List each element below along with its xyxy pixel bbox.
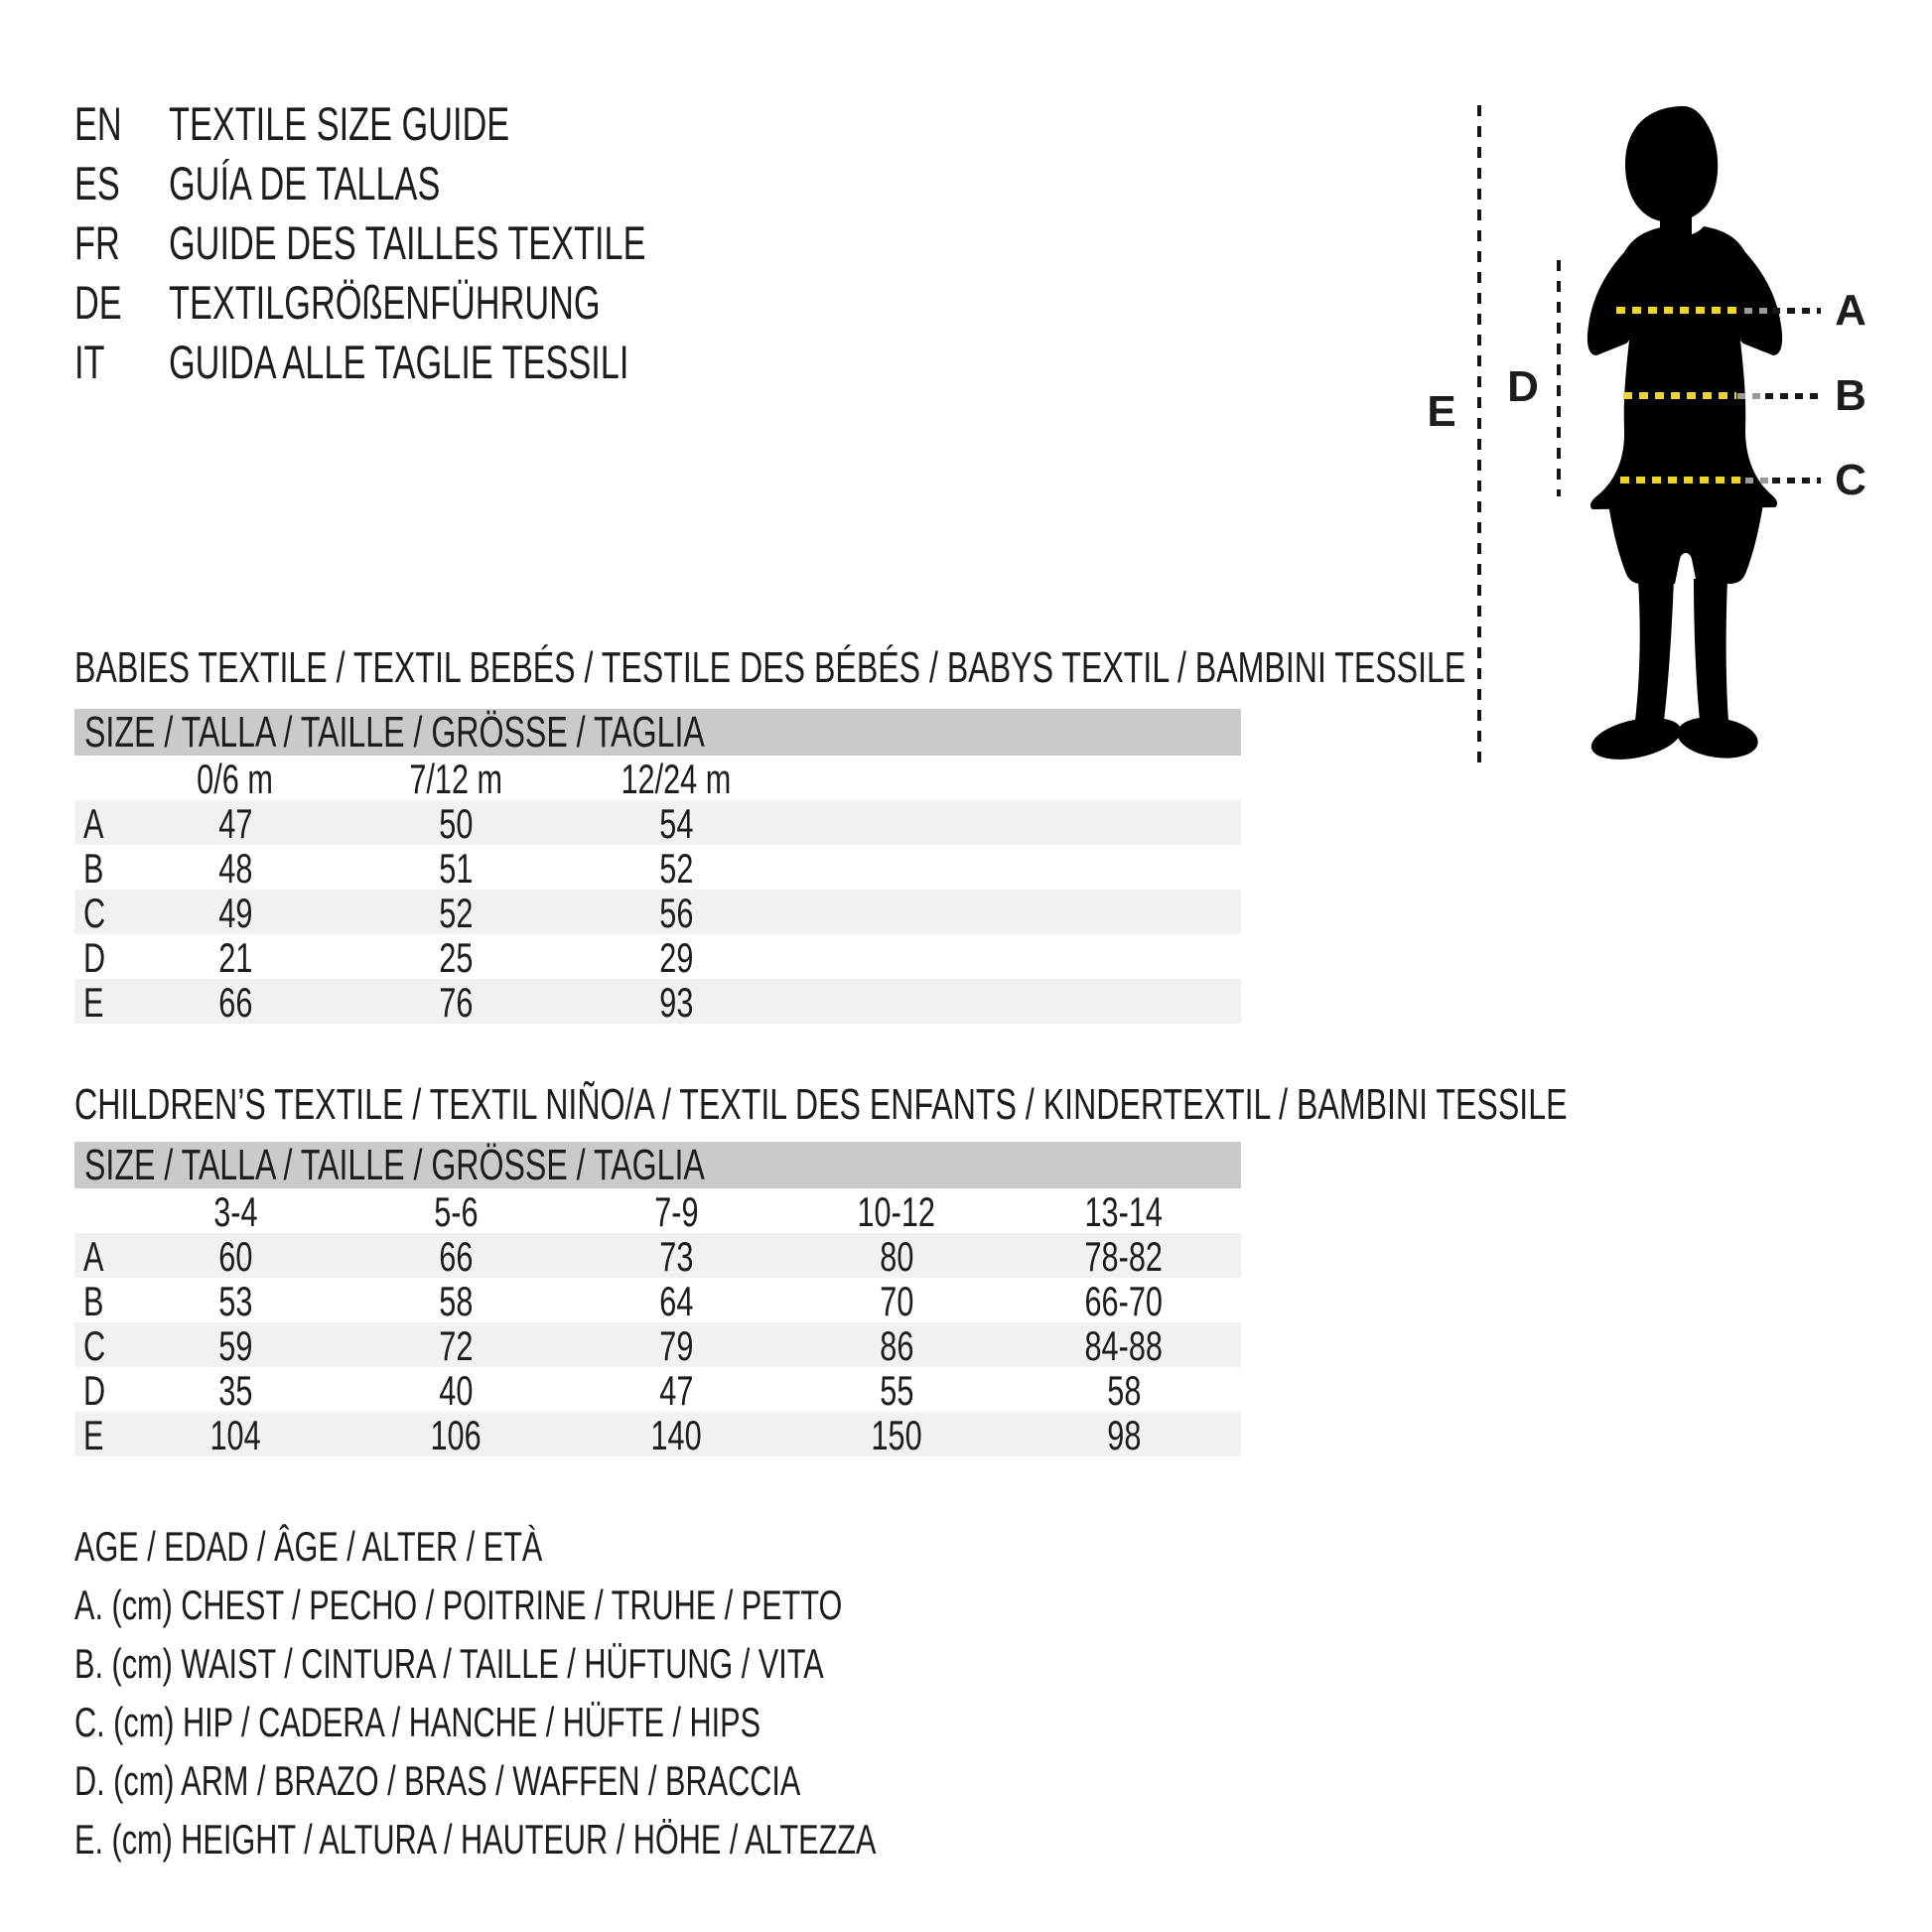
table-row-C [74,890,1241,934]
children-section-heading: CHILDREN’S TEXTILE / TEXTIL NIÑO/A / TEXTIL DES ENFANTS / KINDERTEXTIL / BAMBINI TESSILE [74,1080,1568,1129]
cell-value: 73 [658,1233,694,1280]
language-code: EN [74,97,122,150]
row-label: E [83,1412,104,1458]
cell-value: 64 [658,1278,694,1324]
cell-value: 66-70 [1084,1278,1164,1324]
cell-value: 29 [658,934,694,981]
cell-value: 80 [879,1233,914,1280]
children-size-table [74,1142,1241,1456]
hip-line-yellow [1620,477,1744,483]
waist-leader-dots [1765,393,1820,399]
cell-value: 53 [217,1278,253,1324]
cell-value: 72 [438,1322,474,1369]
cell-value: 47 [217,800,253,847]
cell-value: 86 [879,1322,914,1369]
table-row-E [74,1412,1241,1456]
cell-value: 58 [1106,1367,1142,1414]
cell-value: 150 [871,1412,922,1458]
column-header: 10-12 [857,1188,936,1235]
table-row-D [74,934,1241,979]
chest-leader-dots [1772,308,1821,314]
chest-line-fade [1744,308,1767,314]
cell-value: 52 [438,890,474,936]
column-header: 5-6 [433,1188,479,1235]
cell-value: 52 [658,845,694,892]
cell-value: 50 [438,800,474,847]
hip-leader-dots [1772,478,1821,483]
table-row-E [74,979,1241,1024]
row-label: B [83,1278,104,1324]
language-row-de [74,273,822,333]
cell-value: 76 [438,979,474,1026]
cell-value: 84-88 [1084,1322,1164,1369]
column-header-row [74,756,1241,800]
table-row-D [74,1367,1241,1412]
legend-arm-line: D. (cm) ARM / BRAZO / BRAS / WAFFEN / BRACCIA [74,1757,801,1804]
table-row-C [74,1322,1241,1367]
measurement-legend [74,1525,1173,1862]
cell-value: 78-82 [1084,1233,1164,1280]
row-label: C [83,1322,106,1369]
cell-value: 54 [658,800,694,847]
cell-value: 66 [217,979,253,1026]
babies-size-table [74,709,1241,1024]
language-row-fr [74,213,822,273]
column-header: 0/6 m [197,756,274,802]
language-code: FR [74,216,120,269]
cell-value: 49 [217,890,253,936]
legend-height-line: E. (cm) HEIGHT / ALTURA / HAUTEUR / HÖHE / ALTEZZA [74,1816,877,1863]
cell-value: 59 [217,1322,253,1369]
guide-title: GUIDE DES TAILLES TEXTILE [169,216,646,269]
size-header-band: SIZE / TALLA / TAILLE / GRÖSSE / TAGLIA [74,1142,1241,1188]
label-height-E: E [1427,387,1456,436]
cell-value: 40 [438,1367,474,1414]
language-row-en [74,94,822,154]
waist-line-fade [1737,393,1760,399]
language-code: ES [74,157,120,209]
cell-value: 25 [438,934,474,981]
language-row-es [74,154,822,213]
guide-title: TEXTILGRÖßENFÜHRUNG [169,276,601,329]
table-row-B [74,845,1241,890]
cell-value: 140 [650,1412,702,1458]
guide-title: TEXTILE SIZE GUIDE [169,97,510,150]
column-header: 13-14 [1084,1188,1164,1235]
cell-value: 93 [658,979,694,1026]
row-label: D [83,1367,106,1414]
cell-value: 55 [879,1367,914,1414]
table-row-A [74,800,1241,845]
cell-value: 58 [438,1278,474,1324]
column-header-row [74,1188,1241,1233]
cell-value: 79 [658,1322,694,1369]
label-chest-A: A [1835,286,1866,335]
cell-value: 60 [217,1233,253,1280]
label-waist-B: B [1835,371,1866,420]
legend-waist-line: B. (cm) WAIST / CINTURA / TAILLE / HÜFTUNG / VITA [74,1640,824,1687]
cell-value: 35 [217,1367,253,1414]
cell-value: 47 [658,1367,694,1414]
cell-value: 106 [430,1412,482,1458]
row-label: A [83,800,104,847]
column-header: 7-9 [653,1188,699,1235]
size-header-band: SIZE / TALLA / TAILLE / GRÖSSE / TAGLIA [74,709,1241,756]
cell-value: 98 [1106,1412,1142,1458]
row-label: A [83,1233,104,1280]
legend-chest-line: A. (cm) CHEST / PECHO / POITRINE / TRUHE / PETTO [74,1582,843,1628]
arm-measure-line-D [1557,260,1561,496]
label-arm-D: D [1507,362,1539,411]
babies-section-heading: BABIES TEXTILE / TEXTIL BEBÉS / TESTILE DES BÉBÉS / BABYS TEXTIL / BAMBINI TESSILE [74,643,1466,692]
column-header: 7/12 m [409,756,502,802]
language-title-list [74,94,822,392]
cell-value: 21 [217,934,253,981]
guide-title: GUÍA DE TALLAS [169,157,441,209]
legend-hip-line: C. (cm) HIP / CADERA / HANCHE / HÜFTE / HIPS [74,1699,761,1745]
table-row-B [74,1278,1241,1322]
waist-line-yellow [1623,392,1736,399]
row-label: D [83,934,106,981]
language-code: IT [74,336,105,388]
language-code: DE [74,276,122,329]
legend-age-line: AGE / EDAD / ÂGE / ALTER / ETÀ [74,1523,543,1570]
column-header: 3-4 [212,1188,258,1235]
row-label: B [83,845,104,892]
row-label: C [83,890,106,936]
cell-value: 51 [438,845,474,892]
hip-line-fade [1745,478,1768,483]
chest-line-yellow [1616,307,1743,314]
label-hip-C: C [1835,456,1866,504]
table-row-A [74,1233,1241,1278]
cell-value: 66 [438,1233,474,1280]
cell-value: 70 [879,1278,914,1324]
cell-value: 48 [217,845,253,892]
cell-value: 56 [658,890,694,936]
cell-value: 104 [209,1412,261,1458]
column-header: 12/24 m [621,756,732,802]
language-row-it [74,333,822,392]
guide-title: GUIDA ALLE TAGLIE TESSILI [169,336,629,388]
row-label: E [83,979,104,1026]
